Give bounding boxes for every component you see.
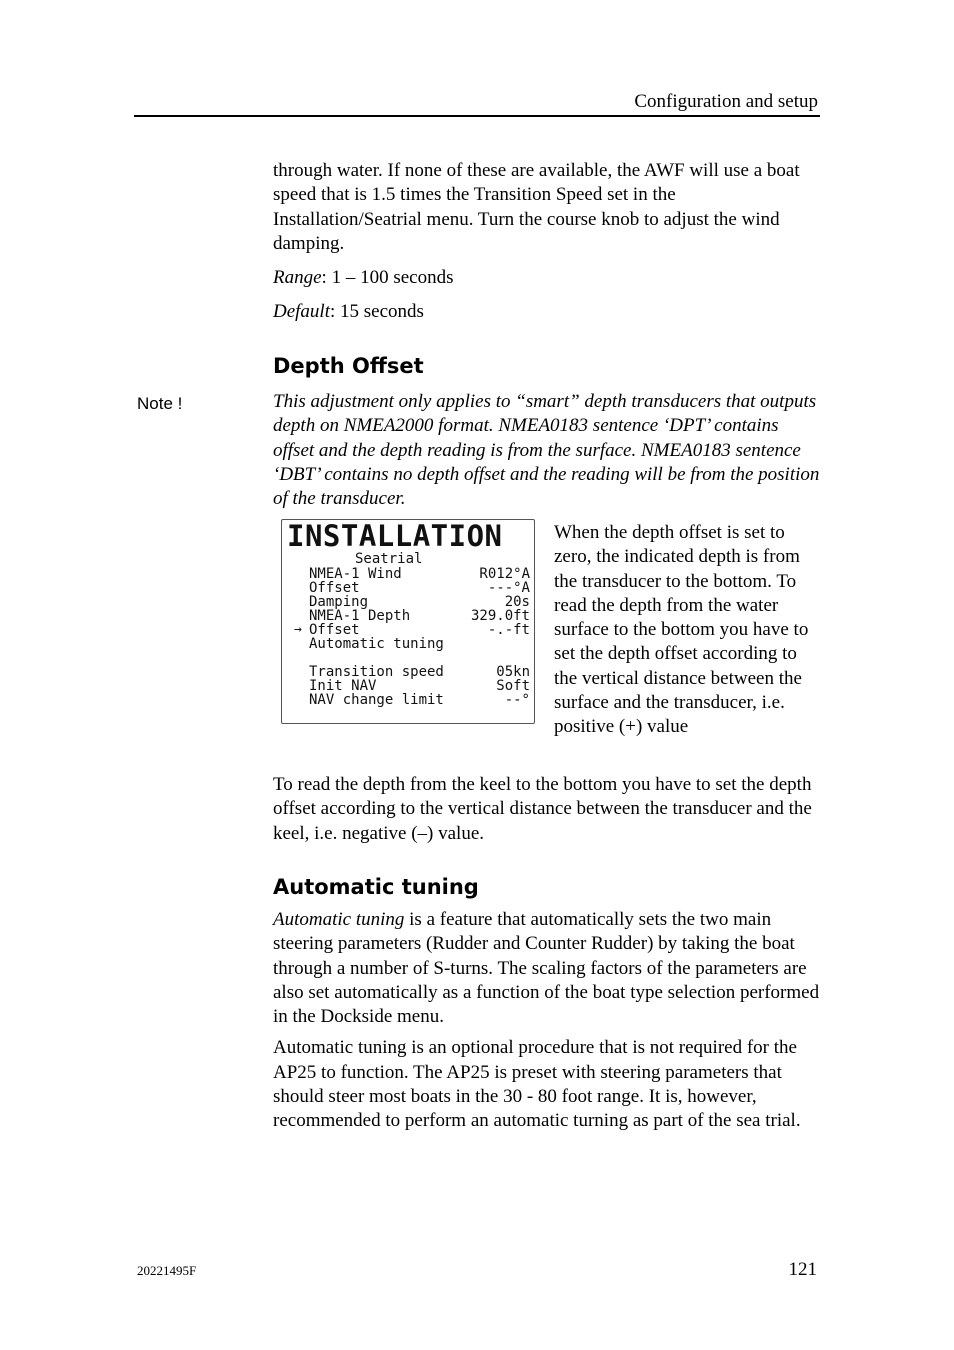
lcd-row-value: -.-ft (487, 622, 530, 638)
lcd-row-label: Damping (309, 594, 369, 610)
lcd-row-label: NMEA-1 Wind (309, 566, 402, 582)
lcd-row-value: 20s (504, 594, 530, 610)
lcd-row-value: ---°A (487, 580, 530, 596)
lcd-row (309, 581, 530, 595)
automatic-tuning-paragraph-2: Automatic tuning is an optional procedure that is not required for the AP25 to function. The AP25 is preset with steering parameters that should steer most boats in the 30 - 80 foot range. It is, however, recommended to perform an automatic turning as part of the sea trial. (273, 1037, 801, 1132)
document-code: 20221495F (137, 1263, 197, 1278)
lcd-row-label: Transition speed (309, 664, 444, 680)
installation-lcd-screen (281, 519, 535, 724)
lcd-row-value: --° (504, 692, 530, 708)
intro-paragraph: through water. If none of these are available, the AWF will use a boat speed that is 1.5 times the Transition Speed set in the Installation/Seatrial menu. Turn the course knob to adjust the wind damping. (273, 160, 800, 254)
lcd-row-value: R012°A (479, 566, 530, 582)
lcd-title: INSTALLATION (287, 519, 503, 553)
range-label: Range (273, 267, 322, 289)
lcd-row-selected (294, 622, 530, 638)
note-text: This adjustment only applies to “smart” depth transducers that outputs depth on NMEA2000 format. NMEA0183 sentence ‘DPT’ contains offset and the depth reading is from the surface. NMEA0183 sentence ‘DBT’ contains no depth offset and the reading will be from the position of the transducer. (273, 391, 820, 510)
default-label: Default (273, 301, 330, 323)
intro-section (273, 159, 823, 325)
depth-offset-side-text: When the depth offset is set to zero, the indicated depth is from the transducer to the bottom. To read the depth from the water surface to the bottom you have to set the depth offset according to the vertical distance between the surface and the transducer, i.e. positive (+) value (554, 522, 809, 738)
page-number: 121 (788, 1259, 817, 1280)
default-line (273, 300, 823, 324)
automatic-tuning-section (273, 908, 823, 1134)
lcd-row (309, 679, 530, 693)
lcd-row (309, 693, 530, 707)
lcd-row-label: Offset (309, 622, 360, 638)
lcd-row-label: Automatic tuning (309, 636, 444, 652)
depth-offset-keel-text: To read the depth from the keel to the bottom you have to set the depth offset according to the vertical distance between the transducer and the keel, i.e. negative (–) value. (273, 774, 812, 844)
range-value: : 1 – 100 seconds (321, 267, 454, 289)
running-header: Configuration and setup (634, 91, 818, 112)
lcd-row-label: Init NAV (309, 678, 377, 694)
lcd-row-value: 05kn (496, 664, 530, 680)
lcd-row-value: 329.0ft (470, 608, 530, 624)
lcd-row-label: Offset (309, 580, 360, 596)
lcd-subtitle: Seatrial (355, 551, 423, 567)
lcd-row-value: Soft (496, 678, 530, 694)
automatic-tuning-p1-text: is a feature that automatically sets the two main steering parameters (Rudder and Counter Rudder) by taking the boat through a number of S-turns. The scaling factors of the parameters are also set automatically as a function of the boat type selection performed in the Dockside menu. (273, 909, 820, 1028)
note-label: Note ! (137, 394, 183, 413)
lcd-row-label: NAV change limit (309, 692, 444, 708)
lcd-row (309, 637, 530, 651)
automatic-tuning-term: Automatic tuning (273, 909, 405, 930)
lcd-row (309, 665, 530, 679)
lcd-row (309, 567, 530, 581)
lcd-row (309, 595, 530, 609)
range-line (273, 266, 823, 290)
header-rule (134, 115, 820, 117)
depth-offset-heading: Depth Offset (273, 354, 424, 378)
lcd-row-label: NMEA-1 Depth (309, 608, 411, 624)
selection-arrow-icon: → (294, 622, 302, 637)
automatic-tuning-paragraph-1 (273, 908, 823, 1029)
automatic-tuning-heading: Automatic tuning (273, 875, 479, 899)
lcd-row (309, 609, 530, 623)
default-value: : 15 seconds (330, 301, 424, 323)
